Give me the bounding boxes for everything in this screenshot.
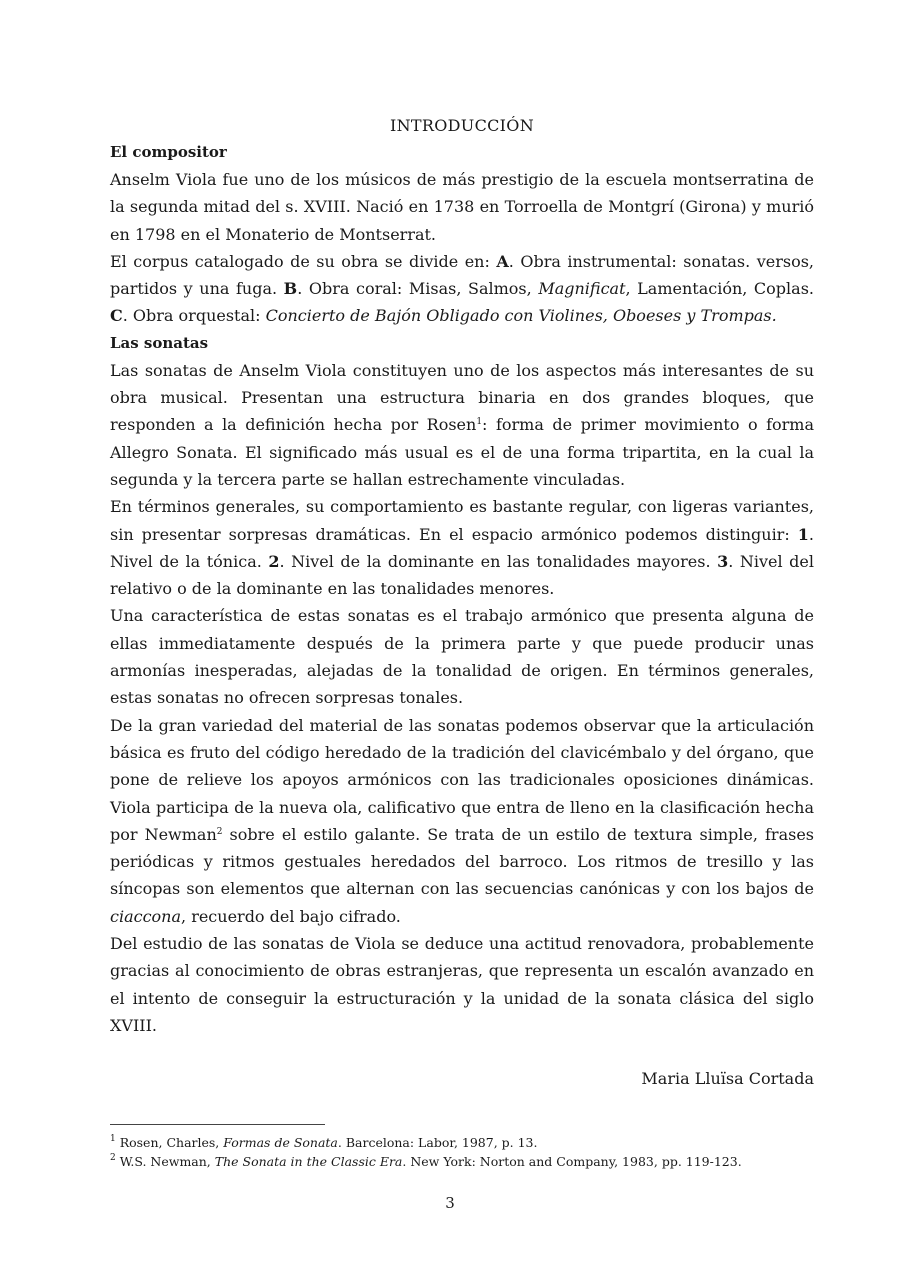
paragraph-composer-bio: Anselm Viola fue uno de los músicos de más prestigio de la escuela montserratina de la segunda mitad del s. XVIII. Nació en 1738 en Torroella de Montgrí (Girona) y murió en 1798 en el Monaterio de Montserrat.: [110, 170, 814, 244]
paragraph-sonatas-structure: Las sonatas de Anselm Viola constituyen uno de los aspectos más interesantes de su obra musical. Presentan una estructura binaria en dos grandes bloques, que responden a la definición hecha por Rosen$^1$: forma de primer movimiento o forma Allegro Sonata. El significado más usual es el de una forma tripartita, en la cual la segunda y la tercera parte se hallan estrechamente vinculadas.: [110, 360, 814, 489]
footnote-2: $^2$ W.S. Newman, The Sonata in the Classic Era. New York: Norton and Company, 1983, pp. 119-123.: [110, 1153, 742, 1169]
footnotes: [110, 1133, 814, 1171]
paragraph-conclusion: Del estudio de las sonatas de Viola se deduce una actitud renovadora, probablemente gracias al conocimiento de obras estranjeras, que representa un escalón avanzado en el intento de conseguir la estructuración y la unidad de la sonata clásica del siglo XVIII.: [110, 934, 814, 1035]
section-heading-sonatas: Las sonatas: [110, 333, 209, 352]
author-signature: Maria Lluïsa Cortada: [641, 1069, 814, 1089]
page-number: 3: [445, 1194, 455, 1212]
footnote-1: $^1$ Rosen, Charles, Formas de Sonata. Barcelona: Labor, 1987, p. 13.: [110, 1134, 538, 1150]
footnote-divider: [110, 1124, 325, 1125]
page-title: INTRODUCCIÓN: [390, 116, 534, 135]
section-heading-composer: El compositor: [110, 143, 227, 161]
footnote-ref-1: 1: [476, 417, 483, 428]
paragraph-corpus: El corpus catalogado de su obra se divide en: A. Obra instrumental: sonatas. versos, partidos y una fuga. B. Obra coral: Misas, Salmos, Magnificat, Lamentación, Coplas. C. Obra orquestal: Concierto de Bajón Obligado con Violines, Oboeses y Trompas.: [110, 251, 814, 326]
paragraph-harmonic-levels: En términos generales, su comportamiento es bastante regular, con ligeras variantes, sin presentar sorpresas dramáticas. En el espacio armónico podemos distinguir: 1. Nivel de la tónica. 2. Nivel de la dominante en las tonalidades mayores. 3. Nivel del relativo o de la dominante en las tonalidades menores.: [110, 497, 815, 599]
paragraph-articulation: De la gran variedad del material de las sonatas podemos observar que la articulación básica es fruto del código heredado de la tradición del clavicémbalo y del órgano, que pone de relieve los apoyos armónicos con las tradicionales oposiciones dinámicas. Viola participa de la nueva ola, calificativo que entra de lleno en la clasificación hecha por Newman$^2$ sobre el estilo galante. Se trata de un estilo de textura simple, frases periódicas y ritmos gestuales heredados del barroco. Los ritmos de tresillo y las síncopas son elementos que alternan con las secuencias canónicas y con los bajos de ciaccona, recuerdo del bajo cifrado.: [110, 715, 814, 926]
paragraph-harmonic-work: Una característica de estas sonatas es el trabajo armónico que presenta alguna de ellas immediatamente después de la primera parte y que puede producir unas armonías inesperadas, alejadas de la tonalidad de origen. En términos generales, estas sonatas no ofrecen sorpresas tonales.: [110, 606, 814, 708]
footnote-ref-2: 2: [216, 826, 223, 837]
document-body: [110, 112, 814, 1092]
